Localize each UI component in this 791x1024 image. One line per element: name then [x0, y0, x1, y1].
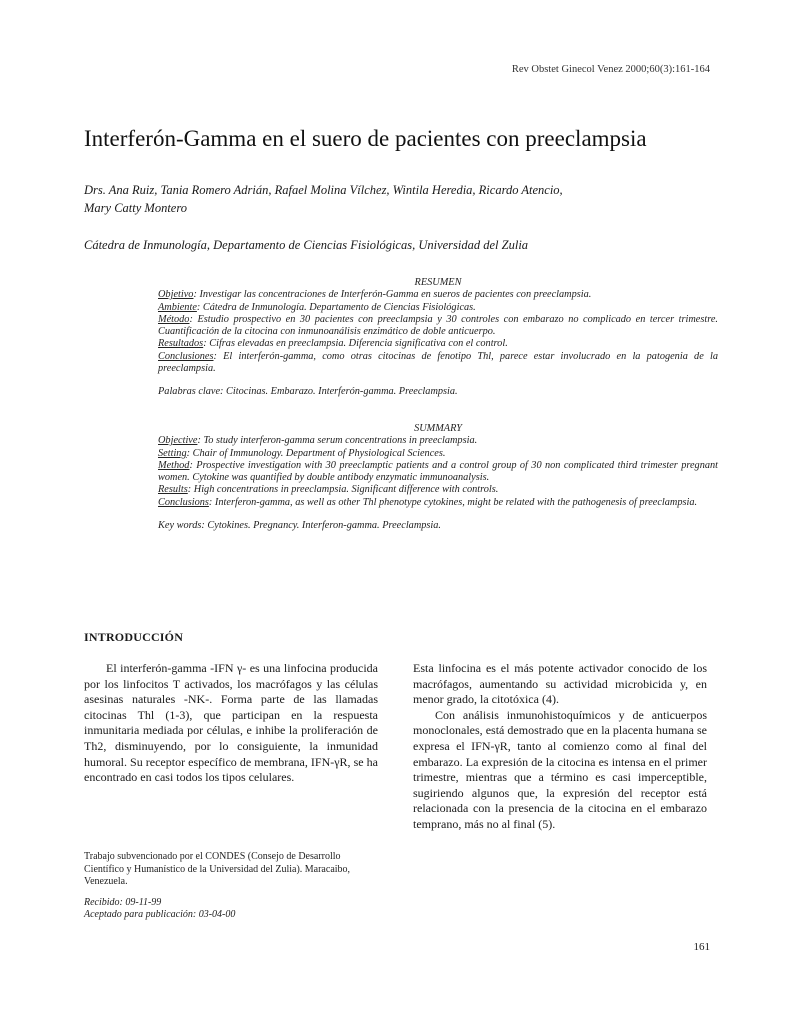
summary-setting-label: Setting: [158, 447, 187, 459]
resumen-objetivo: Objetivo: Investigar las concentraciones de Interferón-Gamma en sueros de pacientes con preeclampsia.: [158, 289, 592, 301]
article-title: Interferón-Gamma en el suero de pacientes con preeclampsia: [84, 126, 647, 151]
summary-objective-label: Objective: [158, 435, 198, 447]
summary-conclusions: Conclusions: Interferon-gamma, as well as other Thl phenotype cytokines, might be related with the pathogenesis of preeclampsia.: [158, 496, 698, 508]
footnote-dates: [84, 897, 374, 922]
summary-heading: SUMMARY: [414, 423, 462, 434]
resumen-heading: RESUMEN: [414, 277, 462, 288]
resumen-block: [158, 277, 718, 399]
summary-objective: Objective: To study interferon-gamma serum concentrations in preeclampsia.: [158, 435, 478, 447]
authors: [84, 181, 714, 217]
intro-paragraph-2: Esta linfocina es el más potente activador conocido de los macrófagos, aumentando su actividad microbicida y, en menor grado, la citotóxica (4).: [413, 661, 707, 707]
summary-conclusions-label: Conclusions: [158, 496, 209, 508]
summary-setting-text: Chair of Immunology. Department of Physiological Sciences.: [190, 447, 446, 459]
summary-results-text: High concentrations in preeclampsia. Significant difference with controls.: [191, 484, 499, 496]
summary-method-label: Method: [158, 459, 190, 471]
resumen-conclusiones-label: Conclusiones: [158, 350, 214, 362]
accepted-date: Aceptado para publicación: 03-04-00: [84, 909, 236, 920]
resumen-metodo: Método: Estudio prospectivo en 30 pacientes con preeclampsia y 30 controles con embarazo no complicado en tercer trimestre. Cuantificación de la citocina con inmunoanálisis enzimático de doble anticuerpo.: [158, 313, 718, 338]
resumen-ambiente-label: Ambiente: [158, 301, 197, 313]
footnote-funding: Trabajo subvencionado por el CONDES (Consejo de Desarrollo Científico y Humanístico de la Universidad del Zulia). Maracaibo, Venezuela.: [84, 851, 351, 887]
footnote: [84, 851, 374, 922]
resumen-conclusiones: Conclusiones: El interferón-gamma, como otras citocinas de fenotipo Thl, parece estar involucrado en la patogenia de la preeclampsia.: [158, 350, 718, 375]
summary-objective-text: To study interferon-gamma serum concentrations in preeclampsia.: [200, 435, 478, 447]
resumen-ambiente: Ambiente: Cátedra de Inmunología. Departamento de Ciencias Fisiológicas.: [158, 301, 476, 313]
received-date: Recibido: 09-11-99: [84, 896, 162, 908]
body-column-right: [413, 661, 707, 833]
resumen-conclusiones-text: El interferón-gamma, como otras citocinas de fenotipo Thl, parece estar involucrado en la patogenia de la preeclampsia.: [158, 350, 718, 375]
intro-paragraph-1: El interferón-gamma -IFN γ- es una linfocina producida por los linfocitos T activados, los macrófagos y las células asesinas naturales -NK-. Forma parte de las llamadas citocinas Thl (1-3), que participan en la respuesta inmunitaria mediada por células, e inhibe la proliferación de Th2, disminuyendo, por lo consiguiente, la inmunidad humoral. Su receptor específico de membrana, IFN-γR, se ha encontrado en casi todos los tipos celulares.: [84, 661, 378, 785]
intro-paragraph-3: Con análisis inmunohistoquímicos y de anticuerpos monoclonales, está demostrado que en la placenta humana se expresa el IFN-γR, tanto al comienzo como al final del embarazo. La expresión de la citocina es intensa en el primer trimestre, mientras que a término es casi imperceptible, sugiriendo algunos que, la expresión del receptor está relacionada con la presencia de la citocina en el embarazo temprano, más no al final (5).: [413, 707, 707, 831]
summary-results: Results: High concentrations in preeclampsia. Significant difference with controls.: [158, 484, 499, 496]
body-column-left: [84, 661, 378, 786]
resumen-ambiente-text: Cátedra de Inmunología. Departamento de Ciencias Fisiológicas.: [200, 301, 476, 313]
journal-reference: Rev Obstet Ginecol Venez 2000;60(3):161-164: [511, 64, 710, 75]
affiliation: Cátedra de Inmunología, Departamento de Ciencias Fisiológicas, Universidad del Zulia: [84, 238, 529, 252]
resumen-resultados: Resultados: Cifras elevadas en preeclampsia. Diferencia significativa con el control.: [158, 338, 508, 350]
introduccion-heading: INTRODUCCIÓN: [84, 630, 184, 644]
resumen-objetivo-label: Objetivo: [158, 289, 194, 301]
summary-results-label: Results: [158, 484, 188, 496]
resumen-metodo-text: Estudio prospectivo en 30 pacientes con preeclampsia y 30 controles con embarazo no complicado en tercer trimestre. Cuantificación de la citocina con inmunoanálisis enzimático de doble anticuerpo.: [158, 313, 718, 338]
resumen-resultados-text: Cifras elevadas en preeclampsia. Diferencia significativa con el control.: [206, 338, 508, 350]
summary-method: Method: Prospective investigation with 30 preeclamptic patients and a control group of 30 non complicated third trimester pregnant women. Cytokine was quantified by double antibody enzymatic immunoanalysis.: [158, 459, 718, 484]
resumen-objetivo-text: Investigar las concentraciones de Interferón-Gamma en sueros de pacientes con preeclampsia.: [196, 289, 592, 301]
resumen-keywords: Palabras clave: Citocinas. Embarazo. Interferón-gamma. Preeclampsia.: [158, 386, 458, 398]
authors-line-2: Mary Catty Montero: [84, 201, 187, 215]
resumen-metodo-label: Método: [158, 313, 190, 325]
summary-method-text: Prospective investigation with 30 preeclamptic patients and a control group of 30 non complicated third trimester pregnant women. Cytokine was quantified by double antibody enzymatic immunoanalysis.: [158, 459, 718, 484]
summary-conclusions-text: Interferon-gamma, as well as other Thl phenotype cytokines, might be related with the pathogenesis of preeclampsia.: [212, 496, 698, 508]
summary-keywords: Key words: Cytokines. Pregnancy. Interferon-gamma. Preeclampsia.: [158, 520, 442, 532]
summary-setting: Setting: Chair of Immunology. Department of Physiological Sciences.: [158, 447, 446, 459]
authors-line-1: Drs. Ana Ruiz, Tania Romero Adrián, Rafael Molina Vílchez, Wintila Heredia, Ricardo Atencio,: [84, 183, 563, 197]
summary-block: [158, 423, 718, 532]
page-number: 161: [693, 941, 710, 953]
resumen-resultados-label: Resultados: [158, 338, 204, 350]
